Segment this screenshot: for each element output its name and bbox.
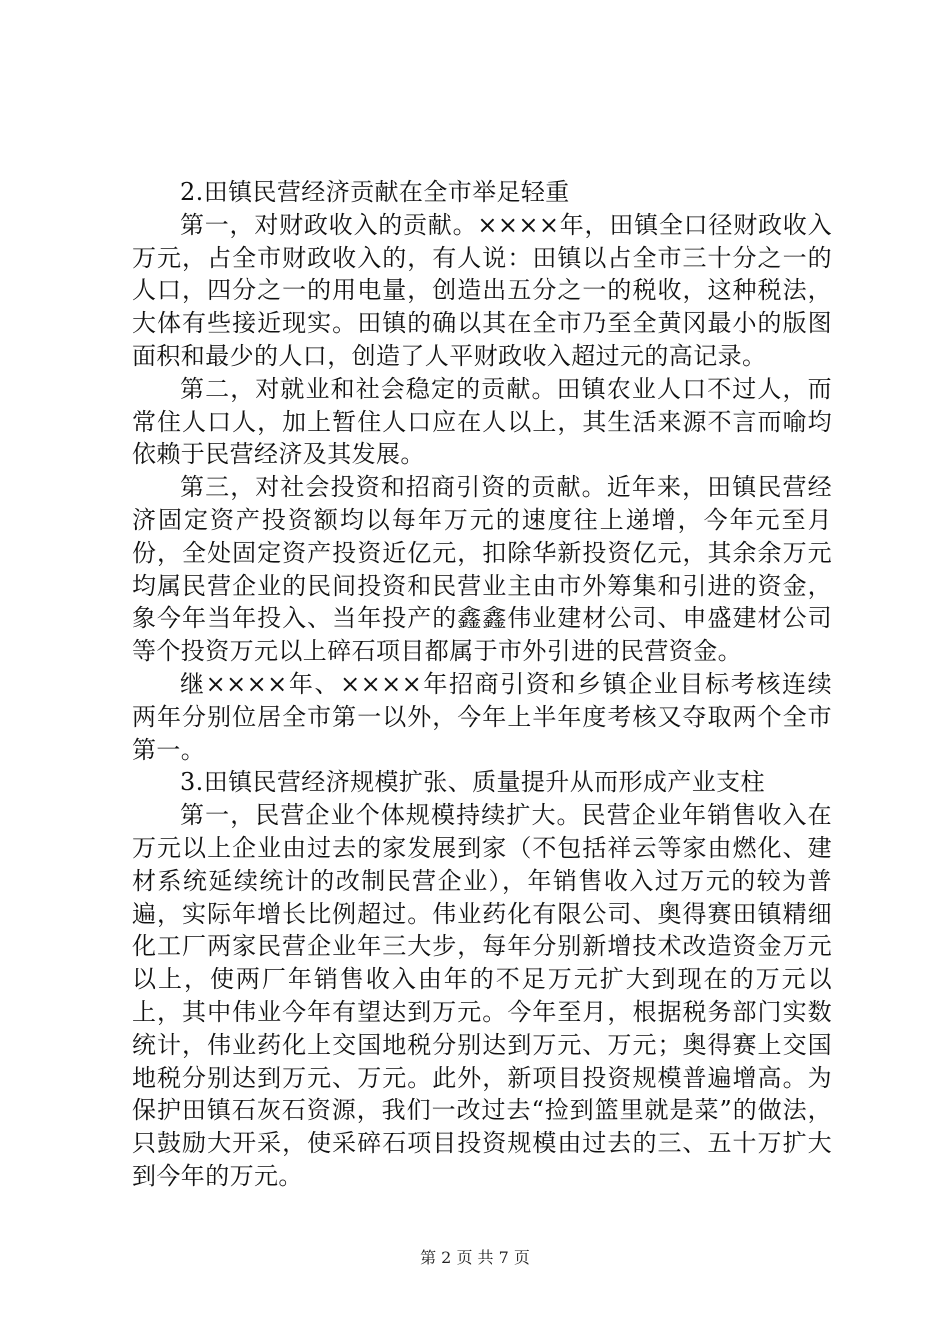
paragraph-assessment-ranking: 继××××年、××××年招商引资和乡镇企业目标考核连续两年分别位居全市第一以外，今年上半年度考核又夺取两个全市第一。 <box>132 669 832 764</box>
section-heading-2: 2.田镇民营经济贡献在全市举足轻重 <box>180 178 570 206</box>
paragraph-enterprise-scale: 第一，民营企业个体规模持续扩大。民营企业年销售收入在万元以上企业由过去的家发展到家（不包括祥云等家由燃化、建材系统延续统计的改制民营企业），年销售收入过万元的较为普遍，实际年增长比例超过。伟业药化有限公司、奥得赛田镇精细化工厂两家民营企业年三大步，每年分别新增技术改造资金万元以上，使两厂年销售收入由年的不足万元扩大到现在的万元以上，其中伟业今年有望达到万元。今年至月，根据税务部门实数统计，伟业药化上交国地税分别达到万元、万元；奥得赛上交国地税分别达到万元、万元。此外，新项目投资规模普遍增高。为保护田镇石灰石资源，我们一改过去“捡到篮里就是菜”的做法，只鼓励大开采，使采碎石项目投资规模由过去的三、五十万扩大到今年的万元。 <box>132 801 832 1190</box>
paragraph-investment-contribution: 第三，对社会投资和招商引资的贡献。近年来，田镇民营经济固定资产投资额均以每年万元的速度往上递增，今年元至月份，全处固定资产投资近亿元，扣除华新投资亿元，其余余万元均属民营企业的民间投资和民营业主由市外筹集和引进的资金，象今年当年投入、当年投产的鑫鑫伟业建材公司、申盛建材公司等个投资万元以上碎石项目都属于市外引进的民营资金。 <box>132 473 832 666</box>
page-footer: 第 2 页 共 7 页 <box>420 1248 530 1267</box>
paragraph-fiscal-contribution: 第一，对财政收入的贡献。××××年，田镇全口径财政收入万元，占全市财政收入的，有人说：田镇以占全市三十分之一的人口，四分之一的用电量，创造出五分之一的税收，这种税法，大体有些接近现实。田镇的确以其在全市乃至全黄冈最小的版图面积和最少的人口，创造了人平财政收入超过元的高记录。 <box>132 210 832 370</box>
document-body <box>132 176 832 1193</box>
section-heading-3: 3.田镇民营经济规模扩张、质量提升从而形成产业支柱 <box>180 768 765 797</box>
paragraph-employment-contribution: 第二，对就业和社会稳定的贡献。田镇农业人口不过人，而常住人口人，加上暂住人口应在人以上，其生活来源不言而喻均依赖于民营经济及其发展。 <box>132 374 832 469</box>
